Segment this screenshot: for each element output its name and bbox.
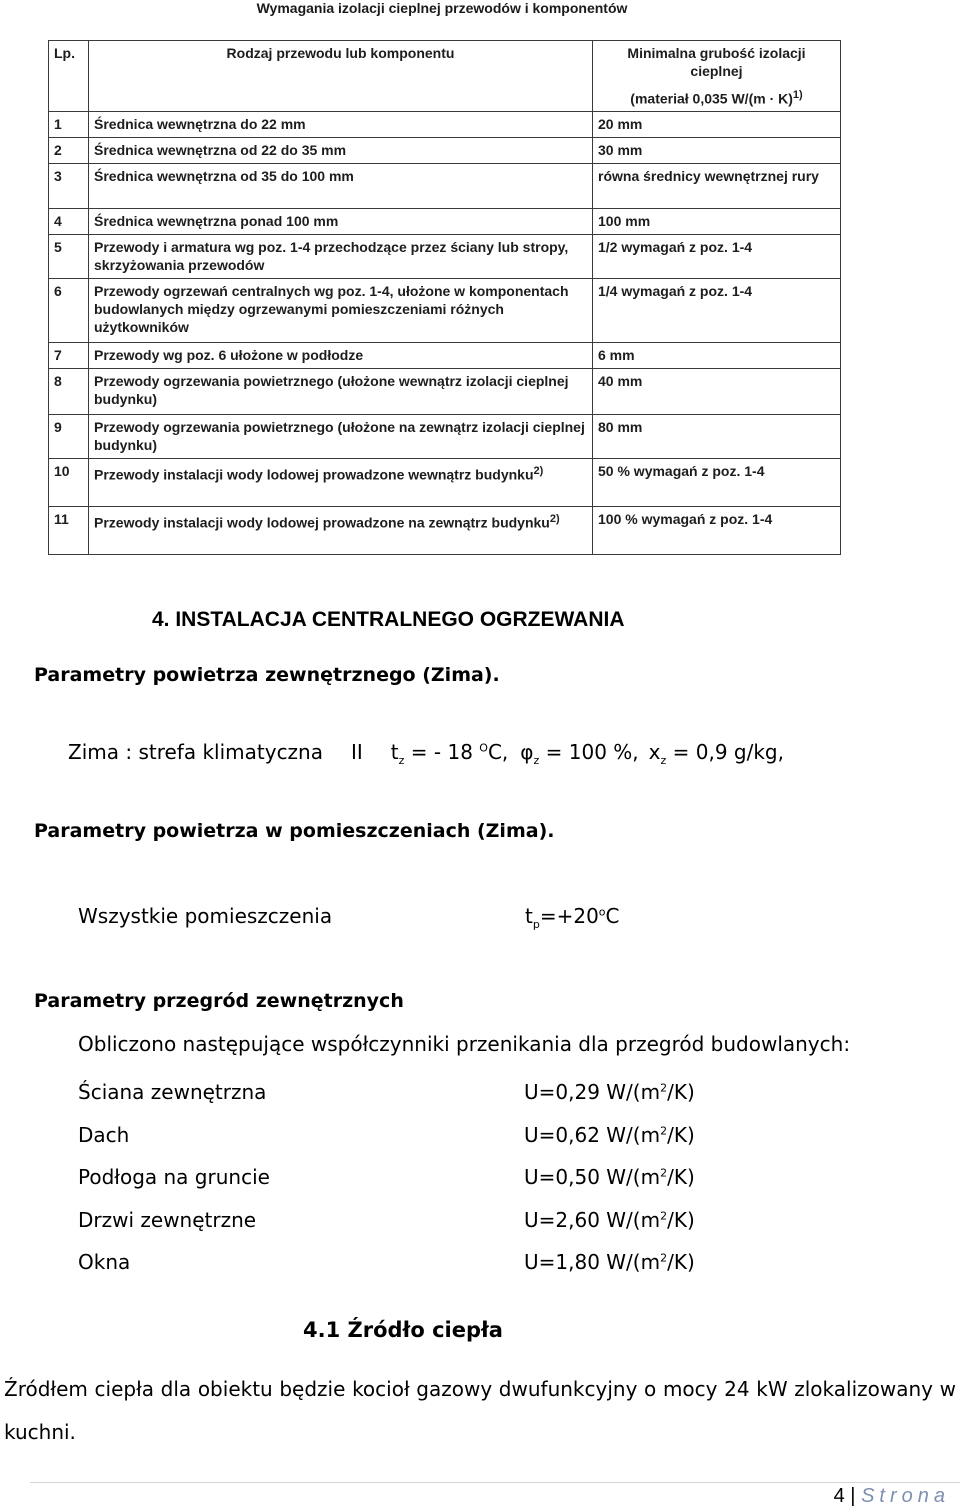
table-row	[49, 414, 841, 458]
outdoor-params-heading: Parametry powietrza zewnętrznego (Zima).	[34, 664, 500, 686]
row-min-thickness: 6 mm	[593, 342, 841, 368]
row-min-thickness: 100 % wymagań z poz. 1-4	[593, 506, 841, 554]
row-lp: 5	[49, 234, 89, 278]
table-row	[49, 208, 841, 234]
page-number: 4	[833, 1485, 845, 1507]
table-row	[49, 234, 841, 278]
row-min-thickness: 40 mm	[593, 368, 841, 414]
footer-separator: |	[850, 1485, 856, 1507]
row-lp: 4	[49, 208, 89, 234]
header-min-line2: cieplnej	[690, 63, 743, 79]
partition-name: Dach	[78, 1122, 130, 1147]
row-lp: 1	[49, 111, 89, 137]
row-lp: 8	[49, 368, 89, 414]
table-header-row	[49, 41, 841, 112]
row-description: Przewody ogrzewania powietrznego (ułożone na zewnątrz izolacji cieplnej budynku)	[89, 414, 593, 458]
row-min-thickness: 1/4 wymagań z poz. 1-4	[593, 278, 841, 342]
partition-name: Drzwi zewnętrzne	[78, 1207, 257, 1232]
partition-u-value: U=0,29 $W/(m^2/K)$	[524, 1080, 695, 1104]
partition-name: Ściana zewnętrzna	[78, 1080, 267, 1104]
row-description: Przewody wg poz. 6 ułożone w podłodze	[89, 342, 593, 368]
partitions-intro: Obliczono następujące współczynniki przenikania dla przegród budowlanych:	[78, 1032, 851, 1056]
row-min-thickness: 50 % wymagań z poz. 1-4	[593, 458, 841, 506]
table-row	[49, 137, 841, 163]
partition-u-value: U=1,80 $W/(m^2/K)$	[524, 1250, 695, 1274]
row-lp: 11	[49, 506, 89, 554]
table-row	[49, 342, 841, 368]
row-min-thickness: 30 mm	[593, 137, 841, 163]
table-row	[49, 368, 841, 414]
row-lp: 7	[49, 342, 89, 368]
header-type: Rodzaj przewodu lub komponentu	[89, 41, 593, 112]
header-lp: Lp.	[49, 41, 89, 112]
row-description: Przewody instalacji wody lodowej prowadzone wewnątrz budynku$^{2)}$	[89, 458, 593, 506]
partition-name: Podłoga na gruncie	[78, 1165, 270, 1189]
heat-source-heading: 4.1 Źródło ciepła	[303, 1318, 503, 1342]
row-lp: 3	[49, 163, 89, 208]
header-min-thickness	[593, 41, 841, 112]
row-min-thickness: 1/2 wymagań z poz. 1-4	[593, 234, 841, 278]
row-description: Średnica wewnętrzna do 22 mm	[89, 111, 593, 137]
table-row	[49, 506, 841, 554]
header-min-line3: (materiał 0,035 $W/(m \cdot K)^{1)}$	[630, 89, 803, 107]
row-description: Przewody i armatura wg poz. 1-4 przechodzące przez ściany lub stropy, skrzyżowania przewodów	[89, 234, 593, 278]
row-lp: 9	[49, 414, 89, 458]
section-heading: 4. INSTALACJA CENTRALNEGO OGRZEWANIA	[152, 608, 625, 631]
insulation-requirements-table	[48, 40, 841, 555]
partition-u-value: U=0,50 $W/(m^2/K)$	[524, 1165, 695, 1189]
row-description: Średnica wewnętrzna od 35 do 100 mm	[89, 163, 593, 208]
partition-name: Okna	[78, 1250, 131, 1274]
footer-divider	[30, 1482, 960, 1483]
row-description: Średnica wewnętrzna od 22 do 35 mm	[89, 137, 593, 163]
table-row	[49, 111, 841, 137]
row-description: Średnica wewnętrzna ponad 100 mm	[89, 208, 593, 234]
row-min-thickness: 100 mm	[593, 208, 841, 234]
table-row	[49, 163, 841, 208]
table-row	[49, 278, 841, 342]
row-description: Przewody ogrzewania powietrznego (ułożone wewnątrz izolacji cieplnej budynku)	[89, 368, 593, 414]
row-description: Przewody ogrzewań centralnych wg poz. 1-4, ułożone w komponentach budowlanych między ogrzewanymi pomieszczeniami różnych użytkowników	[89, 278, 593, 342]
page-footer	[834, 1485, 950, 1508]
row-lp: 10	[49, 458, 89, 506]
row-min-thickness: równa średnicy wewnętrznej rury	[593, 163, 841, 208]
partition-u-value: U=0,62 $W/(m^2/K)$	[524, 1122, 695, 1147]
partition-u-value: U=2,60 $W/(m^2/K)$	[524, 1207, 695, 1232]
row-lp: 2	[49, 137, 89, 163]
table-row	[49, 458, 841, 506]
row-description: Przewody instalacji wody lodowej prowadzone na zewnątrz budynku$^{2)}$	[89, 506, 593, 554]
indoor-rooms-label: Wszystkie pomieszczenia	[78, 904, 333, 928]
indoor-params-heading: Parametry powietrza w pomieszczeniach (Zima).	[34, 820, 555, 842]
heat-source-paragraph: Źródłem ciepła dla obiektu będzie kocioł gazowy dwufunkcyjny o mocy 24 kW zlokalizowany w kuchni.	[4, 1377, 956, 1444]
header-min-line1: Minimalna grubość izolacji	[627, 45, 806, 61]
winter-params-line: Zima : strefa klimatyczna II $t_z$ = - 18 $^O$C, $\varphi_z = 100$ %, $x_z = 0,9$ g/kg,	[68, 740, 784, 767]
row-min-thickness: 20 mm	[593, 111, 841, 137]
row-lp: 6	[49, 278, 89, 342]
row-min-thickness: 80 mm	[593, 414, 841, 458]
indoor-temperature: $t_p=+20^oC$	[525, 904, 620, 931]
footer-page-word: Strona	[861, 1485, 950, 1507]
partitions-heading: Parametry przegród zewnętrznych	[34, 990, 404, 1012]
table-title: Wymagania izolacji cieplnej przewodów i komponentów	[256, 0, 628, 16]
